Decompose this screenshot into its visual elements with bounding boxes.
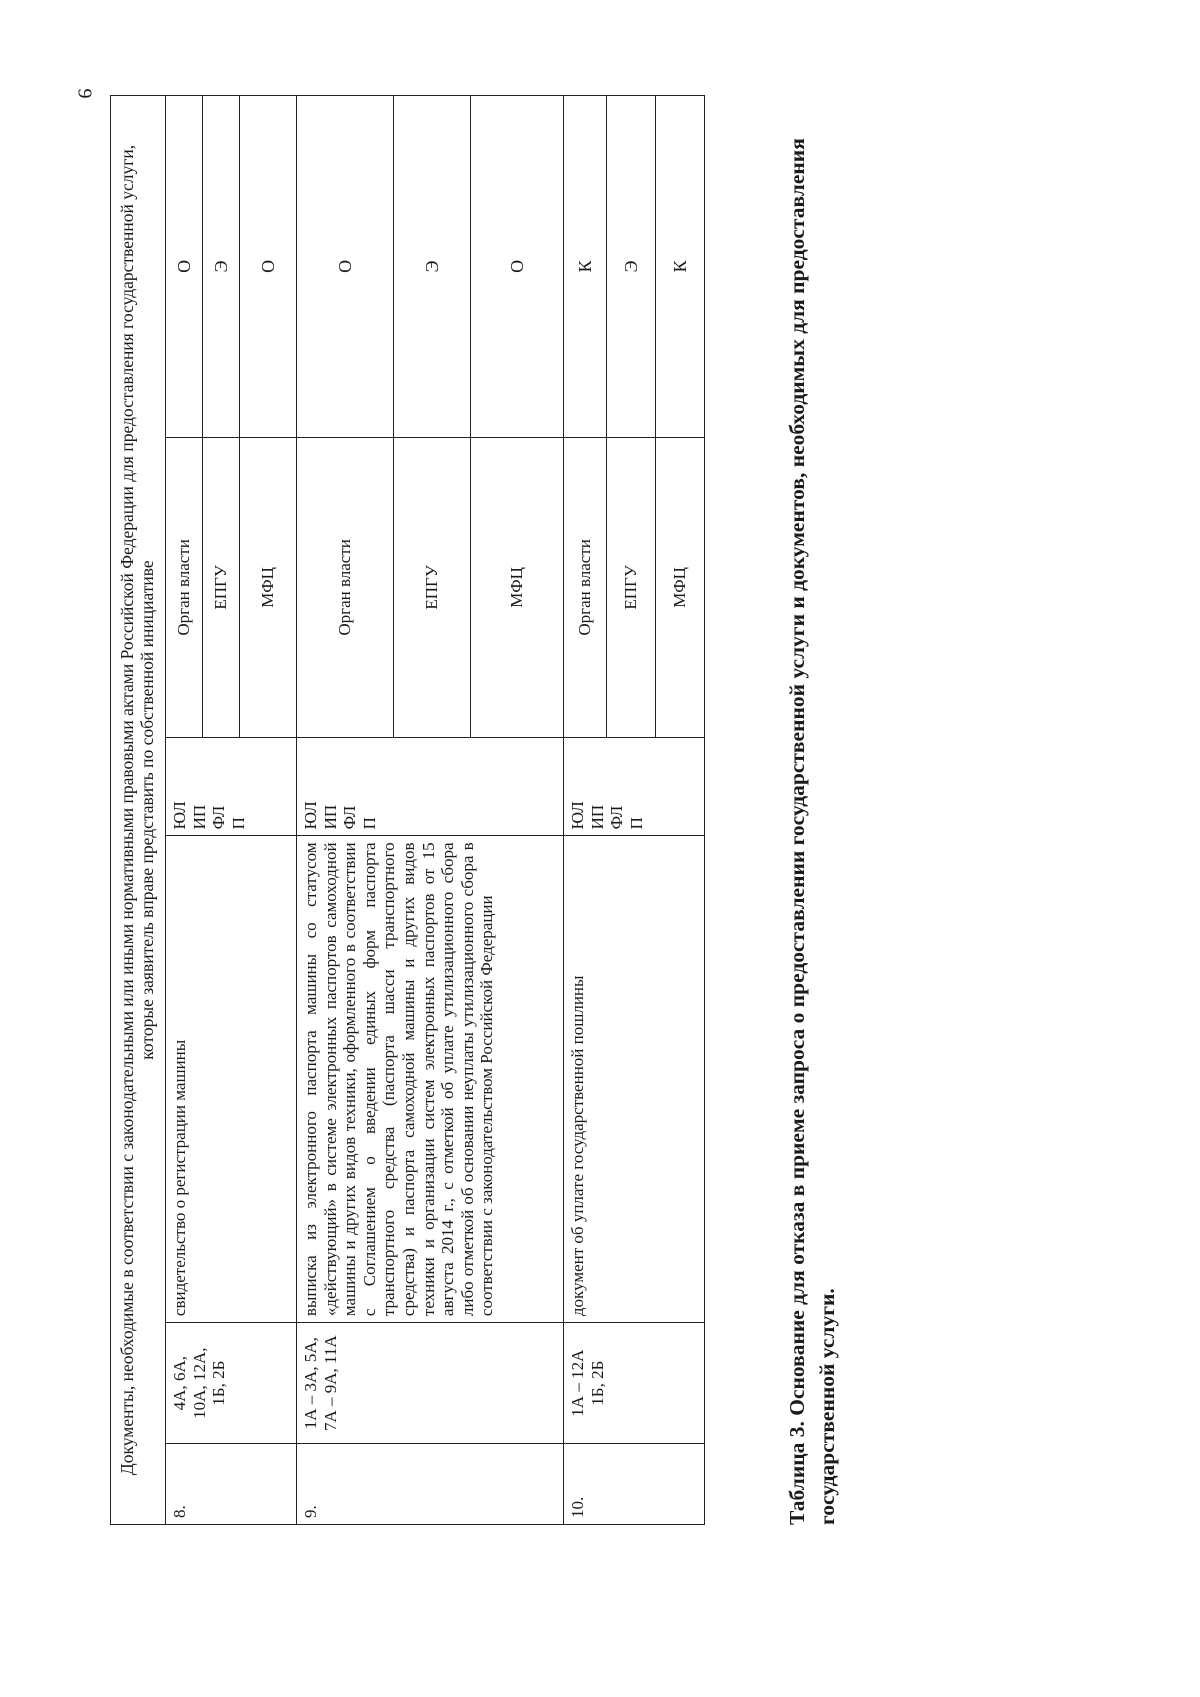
documents-table <box>110 95 705 1525</box>
row-description: документ об уплате государственной пошлины <box>564 836 705 1323</box>
page-number: 9 <box>73 88 96 99</box>
table-caption: Таблица 3. Основание для отказа в приеме запроса о предоставлении государственной услуги и документов, необходимых для предоставления государственной услуги. <box>785 138 840 1525</box>
code-cell: О <box>471 96 564 438</box>
row-refs: 4А, 6А, 10А, 12А, 1Б, 2Б <box>166 1323 297 1444</box>
channel-cell: ЕПГУ <box>203 437 240 737</box>
row-applicants: ЮЛ ИП ФЛ П <box>166 738 297 836</box>
code-cell: Э <box>394 96 471 438</box>
row-number: 9. <box>297 1444 564 1525</box>
code-cell: Э <box>203 96 240 438</box>
code-cell: О <box>297 96 394 438</box>
code-cell: О <box>240 96 297 438</box>
code-cell: К <box>564 96 607 438</box>
row-description: выписка из электронного паспорта машины со статусом «действующий» в системе электронных паспортов самоходной машины и других видов техники, оформленного в соответствии с Соглашением о введении единых форм паспорта транспортного средства (паспорта шасси транспортного средства) и паспорта самоходной машины и других видов техники и организации систем электронных паспортов от 15 августа 2014 г., с отметкой об уплате утилизационного сбора либо отметкой об основании неуплаты утилизационного сбора в соответствии с законодательством Российской Федерации <box>297 836 564 1323</box>
section-header: Документы, необходимые в соответствии с законодательными или иными нормативными правовыми актами Российской Федерации для предоставления государственной услуги, которые заявитель вправе представить по собственной инициативе <box>111 96 166 1525</box>
row-refs: 1А – 3А, 5А, 7А – 9А, 11А <box>297 1323 564 1444</box>
channel-cell: Орган власти <box>297 437 394 737</box>
channel-cell: Орган власти <box>166 437 203 737</box>
row-applicants: ЮЛ ИП ФЛ П <box>297 738 564 836</box>
row-applicants: ЮЛ ИП ФЛ П <box>564 738 705 836</box>
channel-cell: ЕПГУ <box>607 437 656 737</box>
channel-cell: Орган власти <box>564 437 607 737</box>
row-refs: 1А – 12А 1Б, 2Б <box>564 1323 705 1444</box>
row-description: свидетельство о регистрации машины <box>166 836 297 1323</box>
channel-cell: МФЦ <box>656 437 705 737</box>
row-number: 8. <box>166 1444 297 1525</box>
rotated-landscape-content <box>110 95 910 1525</box>
channel-cell: МФЦ <box>240 437 297 737</box>
code-cell: Э <box>607 96 656 438</box>
channel-cell: МФЦ <box>471 437 564 737</box>
code-cell: К <box>656 96 705 438</box>
code-cell: О <box>166 96 203 438</box>
channel-cell: ЕПГУ <box>394 437 471 737</box>
row-number: 10. <box>564 1444 705 1525</box>
